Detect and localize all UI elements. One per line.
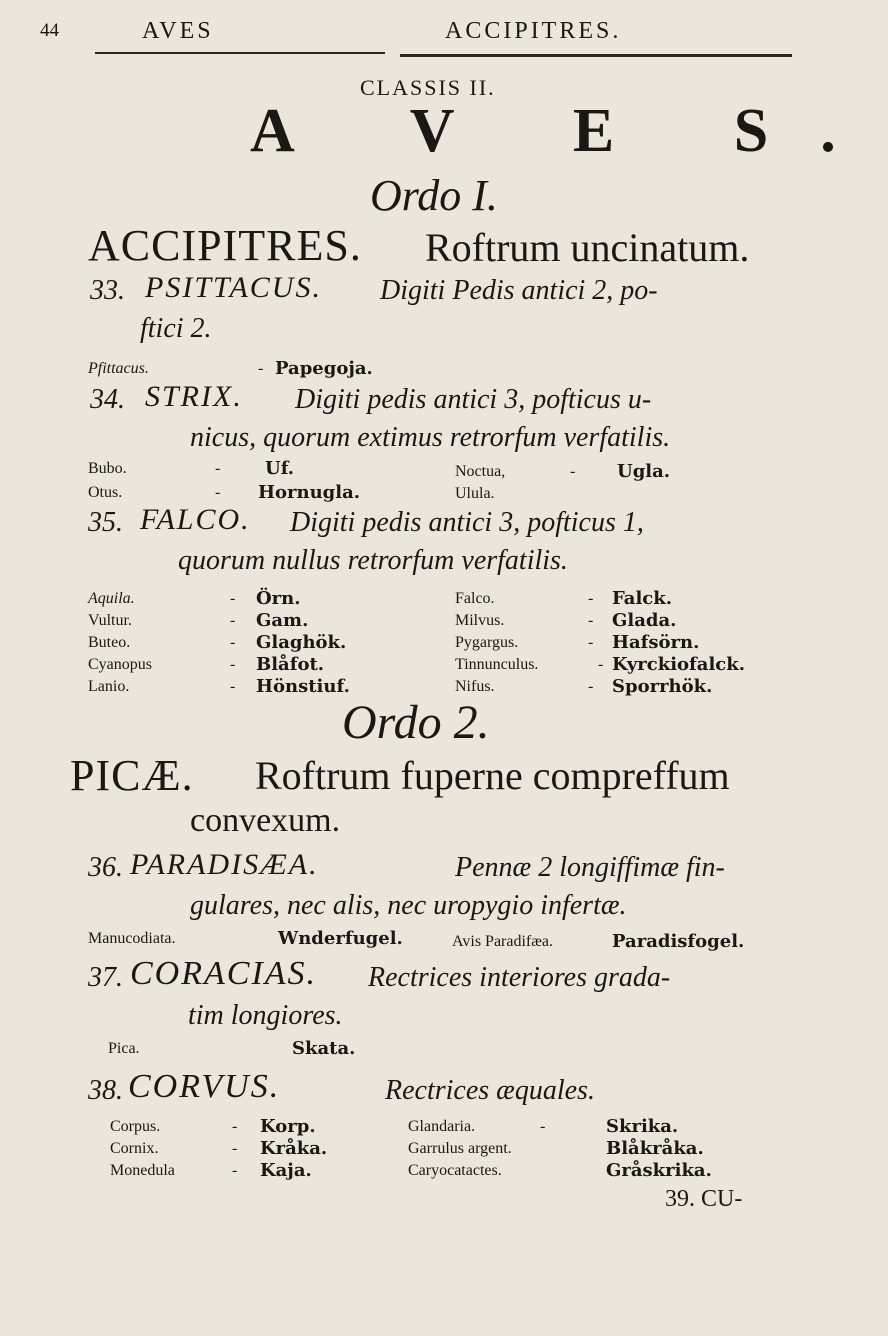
accipitres-heading: ACCIPITRES.: [88, 221, 362, 270]
species-latin: Milvus.: [455, 612, 505, 629]
genus-description: ftici 2.: [140, 313, 212, 344]
species-dash: -: [230, 634, 236, 651]
species-latin: Cyanopus: [88, 656, 152, 673]
genus-description: Digiti Pedis antici 2, po-: [380, 275, 658, 306]
species-latin: Pica.: [108, 1040, 140, 1057]
species-latin: Garrulus argent.: [408, 1140, 512, 1157]
species-dash: -: [215, 460, 221, 477]
species-dash: -: [570, 463, 576, 480]
classis-heading: CLASSIS II.: [360, 75, 496, 100]
genus-description: Rectrices æquales.: [385, 1075, 595, 1106]
species-vernacular: Falck.: [612, 588, 672, 609]
genus-name: PARADISÆA.: [130, 848, 319, 881]
species-dash: -: [215, 484, 221, 501]
species-dash: -: [588, 678, 594, 695]
species-dash: -: [230, 678, 236, 695]
species-vernacular: Kyrckiofalck.: [612, 654, 745, 675]
picae-heading: PICÆ.: [70, 751, 194, 800]
aves-title: A V E S.: [250, 97, 888, 165]
genus-name: STRIX.: [145, 380, 243, 413]
species-vernacular: Gråskrika.: [606, 1160, 712, 1181]
species-vernacular: Kråka.: [260, 1138, 328, 1159]
species-dash: -: [258, 360, 264, 377]
genus-name: CORACIAS.: [130, 955, 318, 992]
genus-number: 35.: [88, 507, 123, 538]
ordo-1-title: Ordo I.: [370, 171, 498, 220]
species-vernacular: Uf.: [265, 458, 295, 479]
species-latin: Pygargus.: [455, 634, 519, 651]
species-vernacular: Ugla.: [617, 461, 671, 482]
species-vernacular: Paradisfogel.: [612, 931, 745, 952]
species-vernacular: Hönstiuf.: [256, 676, 350, 697]
genus-name: FALCO.: [140, 503, 251, 536]
ordo-2-title: Ordo 2.: [342, 696, 490, 749]
species-dash: -: [232, 1140, 238, 1157]
species-vernacular: Wnderfugel.: [278, 928, 403, 949]
species-latin: Noctua,: [455, 463, 506, 480]
running-head-left: AVES: [142, 18, 214, 44]
species-vernacular: Glaghök.: [256, 632, 347, 653]
genus-description: Digiti pedis antici 3, pofticus u-: [295, 384, 652, 415]
species-latin: Monedula: [110, 1162, 175, 1179]
genus-description: gulares, nec alis, nec uropygio infertæ.: [190, 890, 627, 921]
page-number: 44: [40, 20, 59, 41]
genus-number: 37.: [88, 962, 123, 993]
accipitres-description: Roftrum uncinatum.: [425, 225, 750, 270]
species-latin: Avis Paradifæa.: [452, 933, 554, 950]
species-dash: -: [598, 656, 604, 673]
species-dash: -: [588, 612, 594, 629]
species-vernacular: Blåkråka.: [606, 1138, 704, 1159]
species-dash: -: [230, 612, 236, 629]
species-latin: Buteo.: [88, 634, 131, 651]
header-rule-left: [95, 52, 385, 54]
header-rule-right: [400, 54, 792, 57]
species-vernacular: Kaja.: [260, 1160, 312, 1181]
species-latin: Manucodiata.: [88, 930, 176, 947]
species-vernacular: Skata.: [292, 1038, 356, 1059]
species-vernacular: Hornugla.: [258, 482, 361, 503]
species-latin: Falco.: [455, 590, 495, 607]
species-vernacular: Skrika.: [606, 1116, 679, 1137]
species-latin: Pfittacus.: [88, 360, 149, 377]
species-vernacular: Hafsörn.: [612, 632, 700, 653]
species-vernacular: Korp.: [260, 1116, 316, 1137]
genus-description: Rectrices interiores grada-: [368, 962, 671, 993]
genus-description: tim longiores.: [188, 1000, 343, 1031]
genus-description: quorum nullus retrorfum verfatilis.: [178, 545, 568, 576]
genus-description: Digiti pedis antici 3, pofticus 1,: [290, 507, 644, 538]
species-latin: Corpus.: [110, 1118, 161, 1135]
genus-description: nicus, quorum extimus retrorfum verfatilis.: [190, 422, 671, 453]
running-head-right: ACCIPITRES.: [445, 18, 622, 44]
species-dash: -: [232, 1118, 238, 1135]
species-dash: -: [230, 590, 236, 607]
species-vernacular: Örn.: [256, 588, 301, 609]
species-dash: -: [588, 590, 594, 607]
species-latin: Tinnunculus.: [455, 656, 539, 673]
catchword: 39. CU-: [665, 1186, 743, 1212]
picae-description: Roftrum fuperne compreffum: [255, 753, 730, 798]
species-latin: Otus.: [88, 484, 123, 501]
species-latin: Ulula.: [455, 485, 495, 502]
species-dash: -: [230, 656, 236, 673]
species-latin: Caryocatactes.: [408, 1162, 502, 1179]
species-latin: Vultur.: [88, 612, 132, 629]
genus-number: 38.: [88, 1075, 123, 1106]
species-vernacular: Papegoja.: [275, 358, 373, 379]
picae-description: convexum.: [190, 802, 341, 839]
species-latin: Bubo.: [88, 460, 127, 477]
genus-description: Pennæ 2 longiffimæ fin-: [455, 852, 725, 883]
species-vernacular: Glada.: [612, 610, 677, 631]
genus-number: 33.: [90, 275, 125, 306]
genus-number: 36.: [88, 852, 123, 883]
species-latin: Glandaria.: [408, 1118, 476, 1135]
genus-name: PSITTACUS.: [145, 271, 322, 304]
species-dash: -: [540, 1118, 546, 1135]
species-dash: -: [232, 1162, 238, 1179]
species-latin: Cornix.: [110, 1140, 159, 1157]
species-vernacular: Blåfot.: [256, 654, 325, 675]
species-vernacular: Sporrhök.: [612, 676, 713, 697]
species-vernacular: Gam.: [256, 610, 309, 631]
genus-number: 34.: [90, 384, 125, 415]
species-latin: Lanio.: [88, 678, 130, 695]
species-dash: -: [588, 634, 594, 651]
species-latin: Nifus.: [455, 678, 495, 695]
genus-name: CORVUS.: [128, 1068, 281, 1105]
species-latin: Aquila.: [88, 590, 135, 607]
